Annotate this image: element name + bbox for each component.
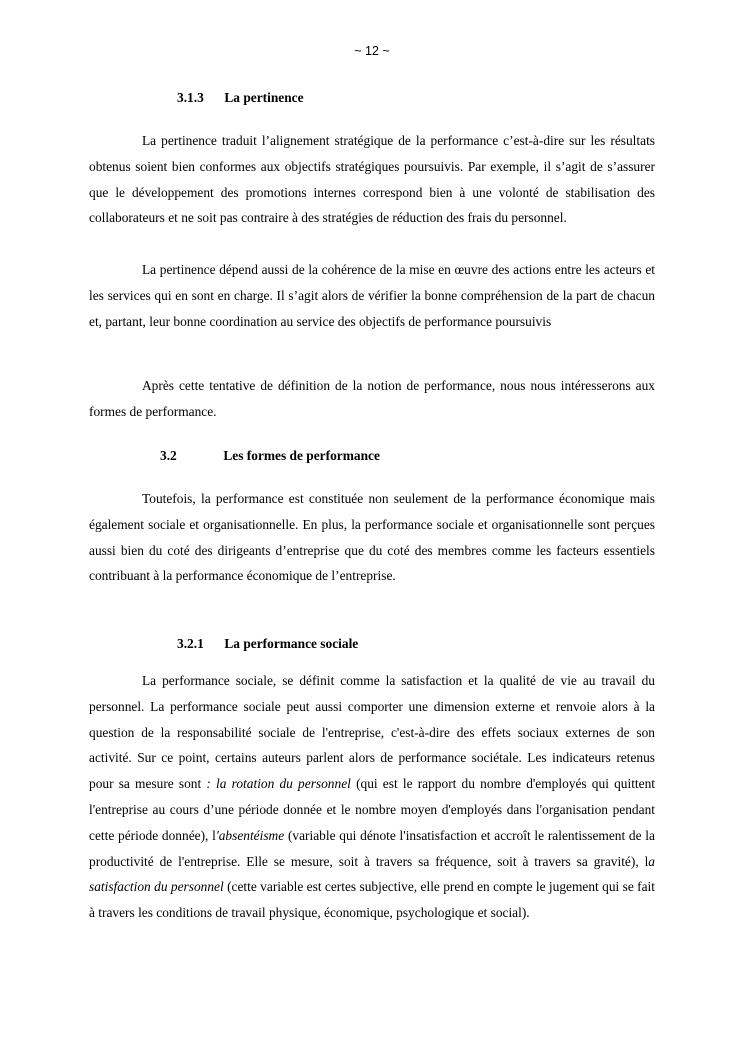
section-heading-3-2 [160, 448, 380, 464]
section-title: La pertinence [224, 90, 304, 105]
italic-term-absenteisme: 'absentéisme [215, 827, 285, 843]
text-run: La performance sociale, se définit comme la satisfaction et la qualité de vie au travail du personnel. La performance sociale peut aussi comporter une dimension externe et renvoie alors à la question de la responsabilité sociale de l'entreprise, c'est-à-dire des effets sociaux externes de son activité. Sur ce point, certains auteurs parlent alors de performance sociétale. Les indicateurs retenus pour sa mesure sont [89, 673, 655, 792]
section-number: 3.2.1 [177, 636, 204, 651]
paragraph-pertinence-1: La pertinence traduit l’alignement stratégique de la performance c’est-à-dire sur les résultats obtenus soient bien conformes aux objectifs stratégiques poursuivis. Par exemple, il s’agit de s’assurer que le développement des promotions internes correspond bien à une volonté de stabilisation des collaborateurs et ne soit pas contraire à des stratégies de réduction des frais du personnel. [89, 133, 655, 226]
section-heading-3-2-1 [177, 636, 358, 652]
section-heading-3-1-3 [177, 90, 304, 106]
paragraph-pertinence-2: La pertinence dépend aussi de la cohérence de la mise en œuvre des actions entre les acteurs et les services qui en sont en charge. Il s’agit alors de vérifier la bonne compréhension de la part de chacun et, partant, leur bonne coordination au service des objectifs de performance poursuivis [89, 262, 655, 329]
italic-term-satisfaction: a satisfaction du personnel [89, 853, 655, 895]
paragraph-performance-sociale [89, 668, 655, 926]
section-title: La performance sociale [224, 636, 359, 651]
paragraph-transition: Après cette tentative de définition de la notion de performance, nous nous intéresserons aux formes de performance. [89, 378, 655, 419]
paragraph-formes: Toutefois, la performance est constituée non seulement de la performance économique mais également sociale et organisationnelle. En plus, la performance sociale et organisationnelle sont perçues aussi bien du coté des dirigeants d’entreprise que du coté des membres comme les facteurs essentiels contribuant à la performance économique de l’entreprise. [89, 491, 655, 584]
text-run: (variable qui dénote l'insatisfaction et accroît le ralentissement de la productivité de l'entreprise. Elle se mesure, soit à travers sa fréquence, soit à travers sa gravité), l [89, 827, 655, 869]
section-number: 3.1.3 [177, 90, 204, 105]
italic-term-rotation: : la rotation du personnel [206, 776, 351, 792]
section-title: Les formes de performance [223, 448, 380, 463]
text-run: (cette variable est certes subjective, elle prend en compte le jugement qui se fait à travers les conditions de travail physique, économique, psychologique et social). [89, 879, 655, 921]
text-run: (qui est le rapport du nombre d'employés qui quittent l'entreprise au cours d’une période donnée et le nombre moyen d'employés dans l'organisation pendant cette période donnée), l [89, 776, 656, 843]
page-number: ~ 12 ~ [354, 44, 390, 58]
section-number: 3.2 [160, 448, 177, 463]
